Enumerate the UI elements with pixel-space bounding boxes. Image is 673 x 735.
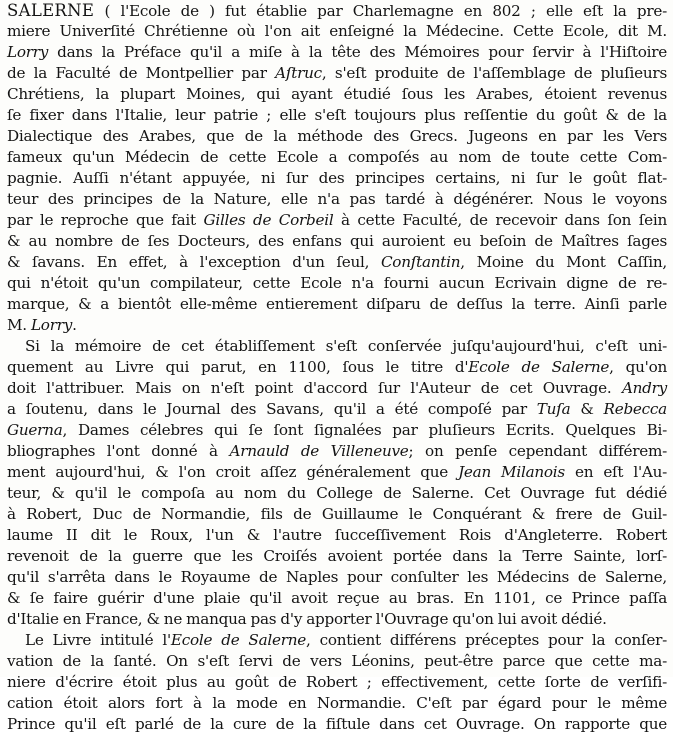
- text-segment: par le reproche que fait: [7, 211, 204, 229]
- text-line: [7, 672, 667, 693]
- text-line: [7, 567, 667, 588]
- text-line: [7, 105, 667, 126]
- text-segment: ; on penſe cependant différem-: [408, 442, 667, 460]
- text-line: [7, 504, 667, 525]
- text-line: [7, 63, 667, 84]
- italic-text: Jean Milanois: [458, 463, 565, 481]
- italic-text: Lorry: [30, 316, 73, 334]
- text-line: [7, 0, 667, 21]
- text-segment: revenoit de la guerre que les Croiſés avoient portée dans la Terre Sainte, lorſ-: [7, 547, 667, 565]
- text-line: [7, 210, 667, 231]
- text-segment: , Moine du Mont Caſſin,: [460, 253, 667, 271]
- text-segment: , Dames célebres qui ſe ſont ſignalées par pluſieurs Ecrits. Quelques Bi-: [62, 421, 667, 439]
- text-line: [7, 588, 667, 609]
- text-line: [7, 336, 667, 357]
- italic-text: Guerna: [7, 421, 63, 439]
- headword: SALERNE: [7, 1, 95, 20]
- text-line: [7, 714, 667, 735]
- text-segment: à Robert, Duc de Normandie, fils de Guillaume le Conquérant & frere de Guil-: [7, 505, 667, 523]
- text-line: [7, 609, 667, 630]
- text-segment: a ſoutenu, dans le Journal des Savans, qu'il a été compoſé par: [7, 400, 537, 418]
- italic-text: Ecole de Salerne: [468, 358, 610, 376]
- text-line: [7, 546, 667, 567]
- text-line: [7, 462, 667, 483]
- text-line: [7, 126, 667, 147]
- text-segment: Si la mémoire de cet établiſſement s'eſt conſervée juſqu'aujourd'hui, c'eſt uni-: [25, 337, 667, 355]
- text-segment: bliographes l'ont donné à: [7, 442, 230, 460]
- text-line: [7, 231, 667, 252]
- text-segment: en eſt l'Au-: [564, 463, 667, 481]
- text-segment: ment aujourd'hui, & l'on croit aſſez généralement que: [7, 463, 459, 481]
- text-line: [7, 189, 667, 210]
- text-line: [7, 84, 667, 105]
- italic-text: Conſtantin: [380, 253, 461, 271]
- italic-text: Andry: [621, 379, 667, 397]
- italic-text: Tuſa: [536, 400, 571, 418]
- text-line: [7, 483, 667, 504]
- text-segment: teur, & qu'il le compoſa au nom du College de Salerne. Cet Ouvrage fut dédié: [7, 484, 667, 502]
- text-segment: de la Faculté de Montpellier par: [7, 64, 276, 82]
- text-segment: M.: [7, 316, 31, 334]
- text-segment: doit l'attribuer. Mais on n'eſt point d'accord ſur l'Auteur de cet Ouvrage.: [7, 379, 622, 397]
- text-segment: , qu'on: [609, 358, 667, 376]
- italic-text: Ecole de Salerne: [170, 631, 307, 649]
- text-line: [7, 147, 667, 168]
- text-segment: teur des principes de la Nature, elle n'a pas tardé à dégénérer. Nous le voyons: [7, 190, 667, 208]
- text-segment: Chrétiens, la plupart Moines, qui ayant étudié ſous les Arabes, étoient revenus: [7, 85, 667, 103]
- text-segment: & au nombre de ſes Docteurs, des enfans qui auroient eu beſoin de Maîtres ſages: [7, 232, 667, 250]
- text-segment: , contient différens préceptes pour la conſer-: [306, 631, 667, 649]
- text-segment: à cette Faculté, de recevoir dans ſon ſein: [333, 211, 667, 229]
- text-segment: d'Italie en France, & ne manqua pas d'y apporter l'Ouvrage qu'on lui avoit dédié.: [7, 610, 607, 628]
- italic-text: Gilles de Corbeil: [203, 211, 334, 229]
- text-segment: vation de la ſanté. On s'eſt ſervi de vers Léonins, peut-être parce que cette ma-: [7, 652, 667, 670]
- text-line: [7, 378, 667, 399]
- text-segment: Prince qu'il eſt parlé de la cure de la fiſtule dans cet Ouvrage. On rapporte que: [7, 715, 667, 733]
- text-segment: niere d'écrire étoit plus au goût de Robert ; effectivement, cette ſorte de verſifi-: [7, 673, 667, 691]
- italic-text: Arnauld de Villeneuve: [229, 442, 409, 460]
- text-segment: .: [72, 316, 77, 334]
- text-segment: , s'eſt produite de l'aſſemblage de pluſieurs: [321, 64, 667, 82]
- text-segment: marque, & a bientôt elle-même entierement diſparu de deſſus la terre. Ainſi parle: [7, 295, 667, 313]
- text-line: [7, 294, 667, 315]
- text-segment: qui n'étoit qu'un compilateur, cette Ecole n'a fourni aucun Ecrivain digne de re-: [7, 274, 667, 292]
- text-line: [7, 441, 667, 462]
- text-segment: &: [570, 400, 604, 418]
- text-line: [7, 651, 667, 672]
- text-segment: fameux qu'un Médecin de cette Ecole a compoſés au nom de toute cette Com-: [7, 148, 667, 166]
- text-line: [7, 420, 667, 441]
- text-line: [7, 525, 667, 546]
- text-segment: ( l'Ecole de ) fut établie par Charlemagne en 802 ; elle eſt la pre-: [94, 2, 667, 20]
- text-segment: pagnie. Auſſi n'étant appuyée, ni ſur des principes certains, ni ſur le goût flat-: [7, 169, 667, 187]
- text-line: [7, 315, 667, 336]
- text-line: [7, 630, 667, 651]
- paragraph: [7, 336, 667, 630]
- text-line: [7, 357, 667, 378]
- text-segment: laume II dit le Roux, l'un & l'autre ſucceſſivement Rois d'Angleterre. Robert: [7, 526, 667, 544]
- paragraph: [7, 0, 667, 336]
- text-segment: qu'il s'arrêta dans le Royaume de Naples pour conſulter les Médecins de Salerne,: [7, 568, 667, 586]
- text-segment: & ſavans. En effet, à l'exception d'un ſeul,: [7, 253, 381, 271]
- text-line: [7, 252, 667, 273]
- paragraph: [7, 630, 667, 735]
- italic-text: Rebecca: [603, 400, 667, 418]
- text-segment: Dialectique des Arabes, que de la méthode des Grecs. Jugeons en par les Vers: [7, 127, 667, 145]
- text-segment: Le Livre intitulé l': [25, 631, 171, 649]
- text-line: [7, 42, 667, 63]
- italic-text: Lorry: [7, 43, 49, 61]
- text-body: [7, 0, 667, 735]
- text-line: [7, 168, 667, 189]
- text-segment: miere Univerſité Chrétienne où l'on ait enſeigné la Médecine. Cette Ecole, dit M.: [7, 22, 667, 40]
- text-segment: quement au Livre qui parut, en 1100, ſous le titre d': [7, 358, 469, 376]
- italic-text: Aſtruc: [275, 64, 322, 82]
- text-segment: dans la Préface qu'il a miſe à la tête des Mémoires pour ſervir à l'Hiſtoire: [48, 43, 667, 61]
- text-line: [7, 399, 667, 420]
- text-line: [7, 273, 667, 294]
- text-segment: cation étoit alors fort à la mode en Normandie. C'eſt par égard pour le même: [7, 694, 667, 712]
- text-segment: & ſe faire guérir d'une plaie qu'il avoit reçue au bras. En 1101, ce Prince paſſa: [7, 589, 667, 607]
- text-segment: ſe fixer dans l'Italie, leur patrie ; elle s'eſt toujours plus reſſentie du goût & de la: [7, 106, 667, 124]
- text-line: [7, 693, 667, 714]
- text-line: [7, 21, 667, 42]
